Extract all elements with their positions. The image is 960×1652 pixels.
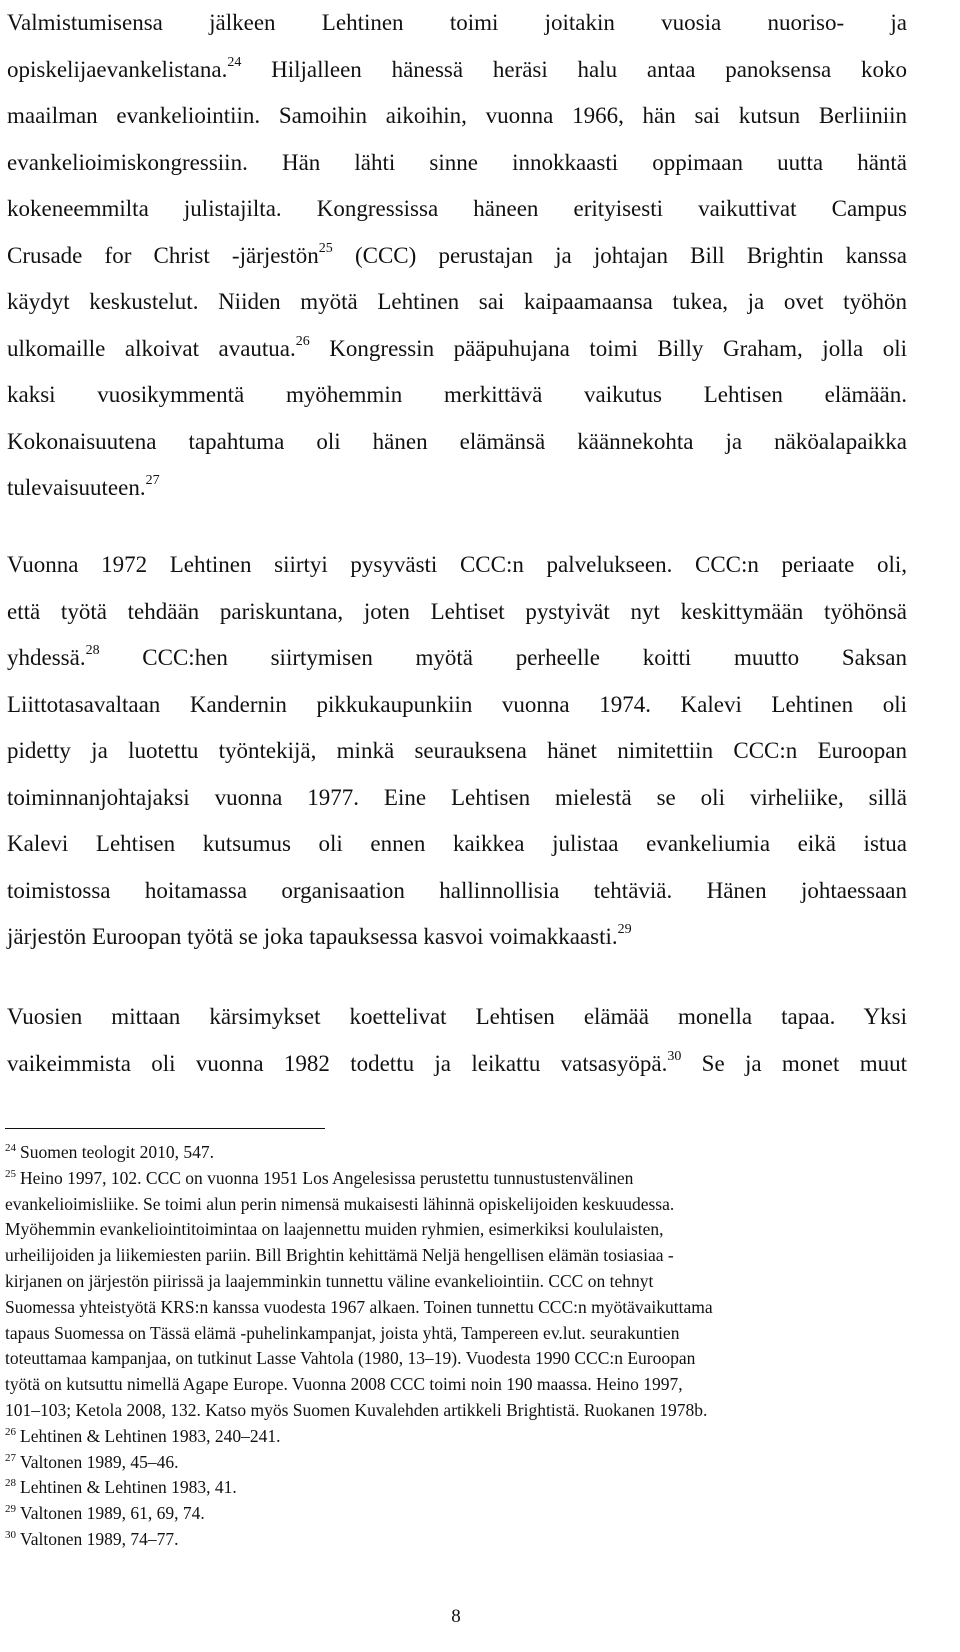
footnote-text: evankelioimisliike. Se toimi alun perin nimensä mukaisesti lähinnä opiskelijoiden keskuudessa. (5, 1193, 675, 1214)
footnote-number: 30 (5, 1528, 16, 1541)
line-text: Crusade for Christ -järjestön (7, 242, 319, 268)
line-text: yhdessä. (7, 645, 86, 670)
text-line (7, 728, 907, 775)
footnote-text: Myöhemmin evankeliointitoimintaa on laajennettu muiden ryhmien, esimerkiksi koululaisten, (5, 1219, 664, 1240)
footnote-separator (5, 1128, 325, 1129)
line-text: ulkomaille alkoivat avautua. (7, 335, 296, 361)
body-paragraph (7, 0, 907, 512)
text-line (7, 775, 907, 822)
footnote-reference[interactable]: 30 (667, 1048, 682, 1064)
footnote-line (5, 1372, 905, 1398)
footnote-line (5, 1450, 905, 1476)
footnote-reference[interactable]: 25 (318, 240, 333, 256)
line-text: vaikeimmista oli vuonna 1982 todettu ja leikattu vatsasyöpä. (7, 1050, 668, 1076)
footnote-text: kirjanen on järjestön piirissä ja laajemminkin tunnettu väline evankeliointiin. CCC on tehnyt (5, 1270, 654, 1291)
line-text-after-reference: (CCC) perustajan ja johtajan Bill Brightin kanssa (332, 242, 907, 268)
text-line (7, 635, 907, 682)
text-line (7, 821, 907, 868)
text-line (7, 233, 907, 280)
line-text: tulevaisuuteen. (7, 475, 146, 500)
footnote-text: 101–103; Ketola 2008, 132. Katso myös Suomen Kuvalehden artikkeli Brightistä. Ruokanen 1978b. (5, 1399, 708, 1420)
line-text: Liittotasavaltaan Kandernin pikkukaupunkiin vuonna 1974. Kalevi Lehtinen oli (7, 691, 907, 717)
footnote-number: 26 (5, 1425, 16, 1438)
line-text: Kokonaisuutena tapahtuma oli hänen elämänsä käännekohta ja näköalapaikka (7, 428, 907, 454)
line-text: opiskelijaevankelistana. (7, 56, 228, 82)
line-text: toimistossa hoitamassa organisaation hallinnollisia tehtäviä. Hänen johtaessaan (7, 877, 907, 903)
footnote-line (5, 1501, 905, 1527)
line-text: Valmistumisensa jälkeen Lehtinen toimi joitakin vuosia nuoriso- ja (7, 10, 907, 35)
body-paragraph (7, 994, 907, 1087)
text-line (7, 0, 907, 47)
footnote-text: urheilijoiden ja liikemiesten pariin. Bill Brightin kehittämä Neljä hengellisen elämän tosiasiaa - (5, 1245, 674, 1266)
line-text: Vuosien mittaan kärsimykset koettelivat Lehtisen elämää monella tapaa. Yksi (7, 1004, 907, 1029)
footnote-number: 25 (5, 1167, 16, 1180)
footnote-line (5, 1475, 905, 1501)
footnote-text: Lehtinen & Lehtinen 1983, 240–241. (20, 1425, 281, 1446)
line-text-after-reference: Kongressin pääpuhujana toimi Billy Graham, jolla oli (309, 335, 907, 361)
footnote-text: Lehtinen & Lehtinen 1983, 41. (20, 1477, 237, 1498)
line-text: toiminnanjohtajaksi vuonna 1977. Eine Lehtisen mielestä se oli virheliike, sillä (7, 784, 907, 810)
line-text: Vuonna 1972 Lehtinen siirtyi pysyvästi CCC:n palvelukseen. CCC:n periaate oli, (7, 552, 907, 577)
line-text: kaksi vuosikymmentä myöhemmin merkittävä vaikutus Lehtisen elämään. (7, 382, 907, 407)
footnote-line (5, 1269, 905, 1295)
footnote-line (5, 1398, 905, 1424)
text-line (7, 542, 907, 589)
footnote-text: Valtonen 1989, 74–77. (20, 1528, 179, 1549)
line-text: evankelioimiskongressiin. Hän lähti sinne innokkaasti oppimaan uutta häntä (7, 149, 907, 175)
text-line (7, 465, 907, 512)
text-line (7, 279, 907, 326)
footnotes-section (5, 1140, 905, 1553)
footnote-text: työtä on kutsuttu nimellä Agape Europe. Vuonna 2008 CCC toimi noin 190 maassa. Heino 1997, (5, 1374, 683, 1395)
footnote-text: Heino 1997, 102. CCC on vuonna 1951 Los Angelesissa perustettu tunnustustenvälinen (20, 1167, 634, 1188)
body-paragraph (7, 542, 907, 961)
footnote-text: Valtonen 1989, 61, 69, 74. (20, 1503, 205, 1524)
line-text: käydyt keskustelut. Niiden myötä Lehtinen sai kaipaamaansa tukea, ja ovet työhön (7, 289, 907, 314)
footnote-line (5, 1166, 905, 1192)
line-text-after-reference: Se ja monet muut (681, 1050, 908, 1076)
text-line (7, 93, 907, 140)
text-line (7, 372, 907, 419)
footnote-reference[interactable]: 24 (227, 54, 242, 70)
footnote-text: Suomessa yhteistyötä KRS:n kanssa vuodesta 1967 alkaen. Toinen tunnettu CCC:n myötävaikuttama (5, 1296, 713, 1317)
footnote-number: 29 (5, 1503, 16, 1516)
footnote-number: 24 (5, 1142, 16, 1154)
text-line (7, 589, 907, 636)
text-line (7, 682, 907, 729)
footnote-line (5, 1217, 905, 1243)
line-text: pidetty ja luotettu työntekijä, minkä seurauksena hänet nimitettiin CCC:n Euroopan (7, 738, 907, 763)
footnote-line (5, 1140, 905, 1166)
footnote-line (5, 1243, 905, 1269)
text-line (7, 1041, 907, 1088)
page-number: 8 (451, 1606, 461, 1627)
footnote-reference[interactable]: 26 (295, 333, 310, 349)
footnote-line (5, 1295, 905, 1321)
footnote-line (5, 1346, 905, 1372)
line-text-after-reference: CCC:hen siirtymisen myötä perheelle koitti muutto Saksan (99, 645, 907, 670)
text-line (7, 419, 907, 466)
footnote-line (5, 1527, 905, 1553)
footnote-text: Suomen teologit 2010, 547. (20, 1142, 214, 1162)
footnote-reference[interactable]: 28 (85, 643, 100, 658)
text-line (7, 140, 907, 187)
footnote-reference[interactable]: 27 (145, 473, 160, 488)
footnote-reference[interactable]: 29 (617, 922, 632, 937)
footnote-text: toteuttamaa kampanjaa, on tutkinut Lasse Vahtola (1980, 13–19). Vuodesta 1990 CCC:n Euroopan (5, 1348, 696, 1369)
line-text: maailman evankeliointiin. Samoihin aikoihin, vuonna 1966, hän sai kutsun Berliiniin (7, 103, 907, 128)
line-text-after-reference: Hiljalleen hänessä heräsi halu antaa panoksensa koko (241, 56, 907, 82)
footnote-number: 28 (5, 1477, 16, 1490)
text-line (7, 186, 907, 233)
text-line (7, 914, 907, 961)
footnote-text: tapaus Suomessa on Tässä elämä -puhelinkampanjat, joista yhtä, Tampereen ev.lut. seurakuntien (5, 1322, 680, 1343)
footnote-number: 27 (5, 1451, 16, 1464)
footnote-line (5, 1192, 905, 1218)
text-line (7, 994, 907, 1041)
text-line (7, 326, 907, 373)
text-line (7, 868, 907, 915)
line-text: järjestön Euroopan työtä se joka tapauksessa kasvoi voimakkaasti. (7, 924, 618, 949)
footnote-line (5, 1424, 905, 1450)
line-text: että työtä tehdään pariskuntana, joten Lehtiset pystyivät nyt keskittymään työhönsä (7, 598, 907, 624)
footnote-line (5, 1321, 905, 1347)
line-text: Kalevi Lehtisen kutsumus oli ennen kaikkea julistaa evankeliumia eikä istua (7, 831, 907, 856)
line-text: kokeneemmilta julistajilta. Kongressissa häneen erityisesti vaikuttivat Campus (7, 196, 907, 221)
footnote-text: Valtonen 1989, 45–46. (20, 1451, 179, 1472)
text-line (7, 47, 907, 94)
